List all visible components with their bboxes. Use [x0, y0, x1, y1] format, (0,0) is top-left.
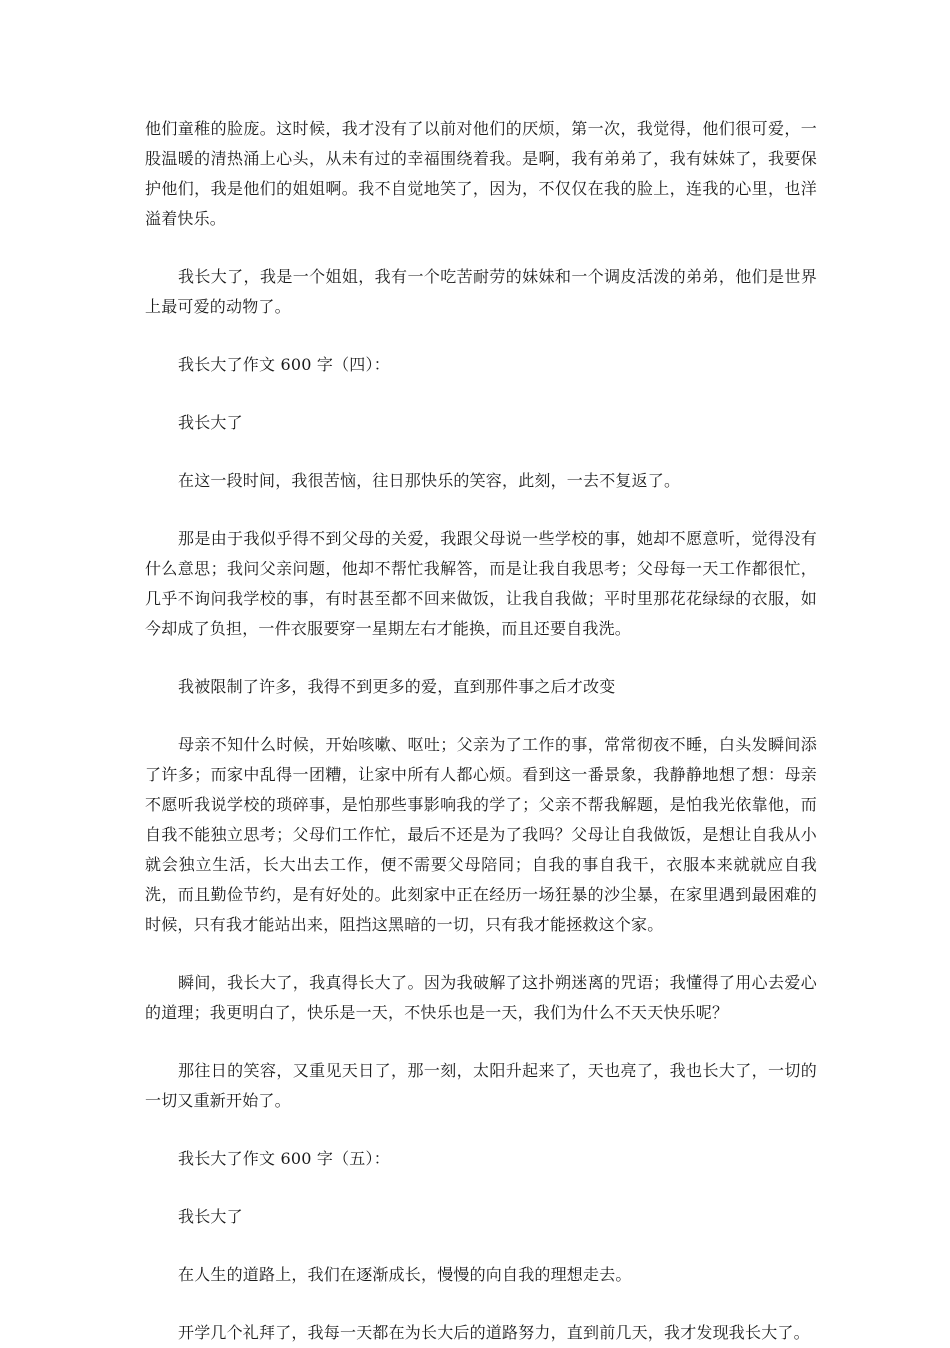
essay-title: 我长大了	[178, 1207, 243, 1226]
paragraph: 母亲不知什么时候，开始咳嗽、呕吐；父亲为了工作的事，常常彻夜不睡，白头发瞬间添了许多；而家中乱得一团糟，让家中所有人都心烦。看到这一番景象，我静静地想了想：母亲不愿听我说学校的琐碎事，是怕那些事影响我的学了；父亲不帮我解题，是怕我光依靠他，而自我不能独立思考；父母们工作忙，最后不还是为了我吗？父母让自我做饭，是想让自我从小就会独立生活，长大出去工作，便不需要父母陪同；自我的事自我干，衣服本来就就应自我洗，而且勤俭节约，是有好处的。此刻家中正在经历一场狂暴的沙尘暴，在家里遇到最困难的时候，只有我才能站出来，阻挡这黑暗的一切，只有我才能拯救这个家。	[145, 735, 817, 934]
paragraph: 那往日的笑容，又重见天日了，那一刻，太阳升起来了，天也亮了，我也长大了，一切的一切又重新开始了。	[145, 1061, 817, 1110]
section-heading: 我长大了作文 600 字（五）：	[178, 1149, 390, 1168]
document-page	[145, 114, 817, 1348]
paragraph-continued: 他们童稚的脸庞。这时候，我才没有了以前对他们的厌烦，第一次，我觉得，他们很可爱，一股温暖的清热涌上心头，从未有过的幸福围绕着我。是啊，我有弟弟了，我有妹妹了，我要保护他们，我是他们的姐姐啊。我不自觉地笑了，因为，不仅仅在我的脸上，连我的心里，也洋溢着快乐。	[145, 119, 817, 228]
paragraph: 我长大了，我是一个姐姐，我有一个吃苦耐劳的妹妹和一个调皮活泼的弟弟，他们是世界上最可爱的动物了。	[145, 267, 817, 316]
paragraph: 那是由于我似乎得不到父母的关爱，我跟父母说一些学校的事，她却不愿意听，觉得没有什么意思；我问父亲问题，他却不帮忙我解答，而是让我自我思考；父母每一天工作都很忙，几乎不询问我学校的事，有时甚至都不回来做饭，让我自我做；平时里那花花绿绿的衣服，如今却成了负担，一件衣服要穿一星期左右才能换，而且还要自我洗。	[145, 529, 817, 638]
paragraph: 在这一段时间，我很苦恼，往日那快乐的笑容，此刻，一去不复返了。	[178, 471, 681, 490]
essay-title: 我长大了	[178, 413, 243, 432]
paragraph: 我被限制了许多，我得不到更多的爱，直到那件事之后才改变	[178, 677, 616, 696]
paragraph: 开学几个礼拜了，我每一天都在为长大后的道路努力，直到前几天，我才发现我长大了。	[178, 1323, 810, 1342]
section-heading: 我长大了作文 600 字（四）：	[178, 355, 390, 374]
paragraph: 瞬间，我长大了，我真得长大了。因为我破解了这扑朔迷离的咒语；我懂得了用心去爱心的道理；我更明白了，快乐是一天，不快乐也是一天，我们为什么不天天快乐呢？	[145, 973, 817, 1022]
paragraph: 在人生的道路上，我们在逐渐成长，慢慢的向自我的理想走去。	[178, 1265, 632, 1284]
